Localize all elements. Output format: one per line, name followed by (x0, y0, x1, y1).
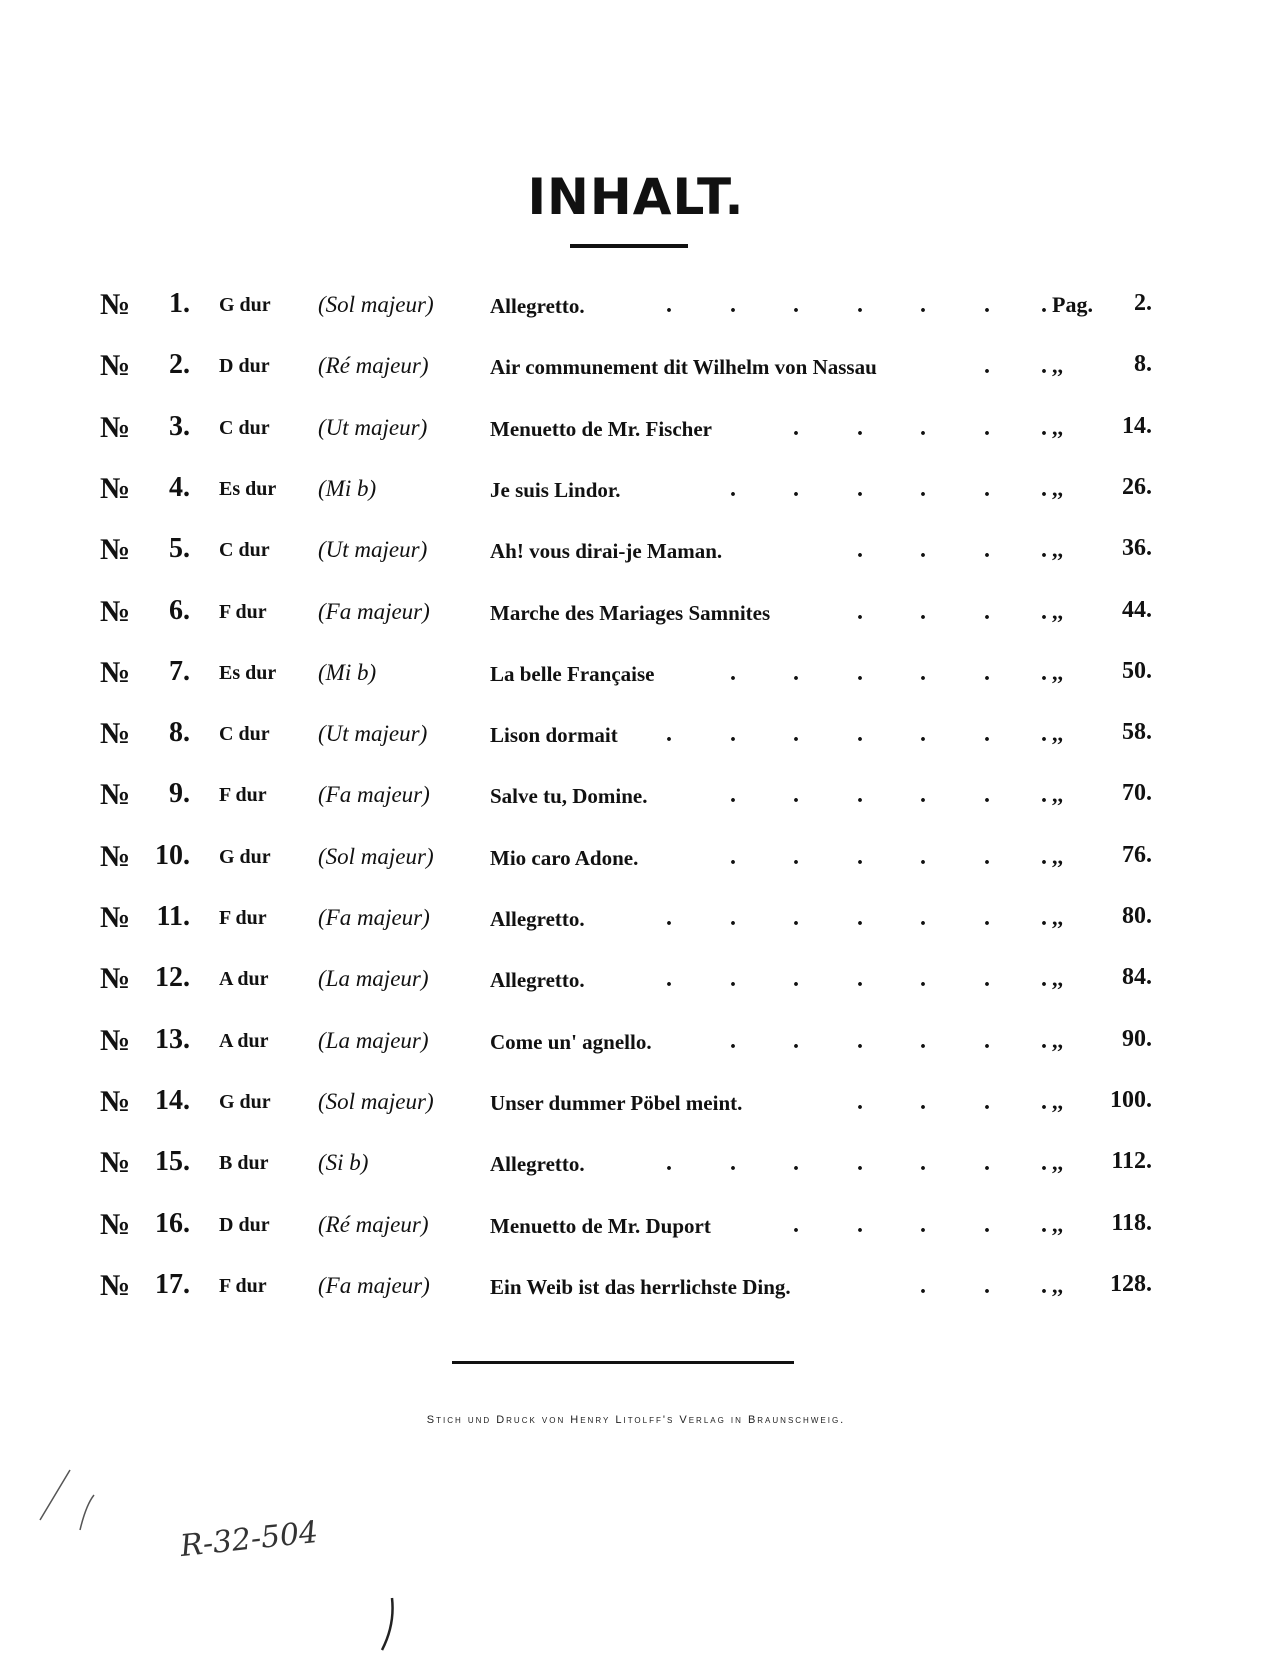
leader-dot: . (730, 292, 736, 318)
entry-key-french: (Ut majeur) (318, 415, 428, 440)
entry-key: A dur (219, 968, 269, 990)
leader-dot: . (857, 537, 863, 563)
entry-title: Salve tu, Domine. (490, 784, 648, 808)
entry-page-number: 80. (1122, 903, 1152, 929)
entry-page-number: 8. (1134, 351, 1152, 377)
entry-number: 6. (169, 595, 190, 626)
leader-dot: . (730, 660, 736, 686)
leader-dot: . (730, 844, 736, 870)
entry-key-french: (Ut majeur) (318, 537, 428, 562)
leader-dot: . (1041, 537, 1047, 563)
leader-dot: . (920, 966, 926, 992)
entry-number: 17. (155, 1269, 190, 1300)
entry-page-number: 58. (1122, 719, 1152, 745)
leader-dot: . (857, 844, 863, 870)
entry-number-symbol: № (100, 962, 131, 995)
entry-key-french: (La majeur) (318, 1028, 429, 1053)
leader-dot: . (666, 292, 672, 318)
leader-dot: . (1041, 415, 1047, 441)
entry-number: 4. (169, 472, 190, 503)
leader-dot: . (730, 721, 736, 747)
entry-number: 14. (155, 1085, 190, 1116)
leader-dot: . (857, 660, 863, 686)
leader-dot: . (984, 782, 990, 808)
entry-number: 10. (155, 840, 190, 871)
leader-dot: . (1041, 476, 1047, 502)
leader-dot: . (1041, 1150, 1047, 1176)
leader-dot: . (666, 1150, 672, 1176)
entry-number: 15. (155, 1146, 190, 1177)
entry-title: Ein Weib ist das herrlichste Ding. (490, 1275, 791, 1299)
entry-page-label: ,, (1052, 599, 1063, 624)
leader-dot: . (984, 1150, 990, 1176)
entry-page-label: ,, (1052, 415, 1063, 440)
entry-page-label: ,, (1052, 537, 1063, 562)
leader-dot: . (1041, 292, 1047, 318)
leader-dot: . (920, 292, 926, 318)
entry-page-label: ,, (1052, 1212, 1063, 1237)
leader-dot: . (984, 599, 990, 625)
leader-dot: . (793, 1028, 799, 1054)
entry-page-number: 50. (1122, 658, 1152, 684)
entry-title: Menuetto de Mr. Fischer (490, 417, 712, 441)
entry-number: 13. (155, 1024, 190, 1055)
entry-key: C dur (219, 723, 270, 745)
entry-page-number: 100. (1110, 1087, 1152, 1113)
entry-number-symbol: № (100, 778, 131, 811)
entry-key: B dur (219, 1152, 269, 1174)
entry-page-label: ,, (1052, 353, 1063, 378)
entry-title: Lison dormait (490, 723, 618, 747)
entry-page-number: 70. (1122, 780, 1152, 806)
leader-dot: . (857, 1150, 863, 1176)
entry-key: Es dur (219, 662, 277, 684)
entry-key-french: (La majeur) (318, 966, 429, 991)
leader-dot: . (666, 721, 672, 747)
entry-key-french: (Ré majeur) (318, 1212, 429, 1237)
entry-title: Menuetto de Mr. Duport (490, 1214, 711, 1238)
leader-dot: . (984, 966, 990, 992)
leader-dot: . (1041, 844, 1047, 870)
leader-dot: . (793, 905, 799, 931)
entry-number: 3. (169, 411, 190, 442)
leader-dot: . (730, 905, 736, 931)
leader-dot: . (666, 966, 672, 992)
leader-dot: . (1041, 660, 1047, 686)
leader-dot: . (793, 476, 799, 502)
entry-page-number: 90. (1122, 1026, 1152, 1052)
leader-dot: . (666, 905, 672, 931)
entry-page-label: ,, (1052, 966, 1063, 991)
entry-number-symbol: № (100, 472, 131, 505)
leader-dot: . (920, 782, 926, 808)
leader-dot: . (1041, 966, 1047, 992)
leader-dot: . (1041, 1273, 1047, 1299)
entry-number-symbol: № (100, 840, 131, 873)
leader-dot: . (1041, 1028, 1047, 1054)
entry-page-label: ,, (1052, 1273, 1063, 1298)
leader-dot: . (857, 292, 863, 318)
entry-key-french: (Sol majeur) (318, 1089, 434, 1114)
leader-dot: . (793, 721, 799, 747)
leader-dot: . (984, 537, 990, 563)
leader-dot: . (793, 415, 799, 441)
entry-number: 8. (169, 717, 190, 748)
entry-title: Allegretto. (490, 1152, 585, 1176)
entry-title: Allegretto. (490, 968, 585, 992)
entry-page-number: 14. (1122, 413, 1152, 439)
publisher-imprint: Stich und Druck von Henry Litolff's Verlag in Braunschweig. (426, 1414, 846, 1426)
leader-dot: . (793, 1212, 799, 1238)
leader-dot: . (793, 782, 799, 808)
leader-dot: . (920, 844, 926, 870)
leader-dot: . (920, 537, 926, 563)
leader-dot: . (1041, 782, 1047, 808)
entry-key-french: (Ré majeur) (318, 353, 429, 378)
entry-key: G dur (219, 1091, 271, 1113)
leader-dot: . (1041, 353, 1047, 379)
entry-title: Unser dummer Pöbel meint. (490, 1091, 743, 1115)
leader-dot: . (857, 1028, 863, 1054)
entry-number: 1. (169, 288, 190, 319)
entry-page-label: ,, (1052, 905, 1063, 930)
entry-page-label: ,, (1052, 844, 1063, 869)
entry-page-label: ,, (1052, 1089, 1063, 1114)
entry-key-french: (Fa majeur) (318, 1273, 430, 1298)
leader-dot: . (1041, 721, 1047, 747)
leader-dot: . (984, 1028, 990, 1054)
entry-page-number: 36. (1122, 535, 1152, 561)
entry-key: F dur (219, 784, 267, 806)
entry-key-french: (Sol majeur) (318, 844, 434, 869)
leader-dot: . (920, 1212, 926, 1238)
leader-dot: . (984, 905, 990, 931)
leader-dot: . (984, 721, 990, 747)
entry-key-french: (Si b) (318, 1150, 369, 1175)
entry-page-number: 84. (1122, 964, 1152, 990)
entry-title: Ah! vous dirai-je Maman. (490, 539, 723, 563)
leader-dot: . (857, 966, 863, 992)
leader-dot: . (984, 660, 990, 686)
entry-title: La belle Française (490, 662, 655, 686)
entry-key-french: (Fa majeur) (318, 782, 430, 807)
entry-key: F dur (219, 1275, 267, 1297)
leader-dot: . (920, 1150, 926, 1176)
leader-dot: . (857, 599, 863, 625)
leader-dot: . (984, 353, 990, 379)
entry-title: Marche des Mariages Samnites (490, 601, 771, 625)
leader-dot: . (793, 1150, 799, 1176)
entry-page-label: Pag. (1052, 292, 1093, 317)
leader-dot: . (730, 1028, 736, 1054)
entry-key-french: (Sol majeur) (318, 292, 434, 317)
leader-dot: . (984, 844, 990, 870)
entry-page-number: 76. (1122, 842, 1152, 868)
entry-number: 12. (155, 962, 190, 993)
leader-dot: . (984, 1273, 990, 1299)
entry-number-symbol: № (100, 595, 131, 628)
entry-page-number: 2. (1134, 290, 1152, 316)
leader-dot: . (920, 1028, 926, 1054)
leader-dot: . (984, 292, 990, 318)
entry-key: Es dur (219, 478, 277, 500)
leader-dot: . (793, 292, 799, 318)
entry-page-number: 118. (1111, 1210, 1152, 1236)
leader-dot: . (920, 660, 926, 686)
leader-dot: . (730, 1150, 736, 1176)
entry-number-symbol: № (100, 656, 131, 689)
leader-dot: . (730, 782, 736, 808)
entry-page-number: 26. (1122, 474, 1152, 500)
leader-dot: . (920, 1089, 926, 1115)
entry-title: Je suis Lindor. (490, 478, 621, 502)
entry-number: 5. (169, 533, 190, 564)
leader-dot: . (920, 905, 926, 931)
leader-dot: . (857, 476, 863, 502)
entry-number: 11. (156, 901, 190, 932)
entry-key: G dur (219, 294, 271, 316)
handwritten-shelfmark: R-32-504 (178, 1514, 320, 1565)
leader-dot: . (793, 966, 799, 992)
entry-page-number: 44. (1122, 597, 1152, 623)
entry-number-symbol: № (100, 288, 131, 321)
entry-title: Allegretto. (490, 294, 585, 318)
entry-key-french: (Fa majeur) (318, 905, 430, 930)
leader-dot: . (984, 1089, 990, 1115)
entry-title: Come un' agnello. (490, 1030, 652, 1054)
leader-dot: . (857, 721, 863, 747)
entry-number: 9. (169, 778, 190, 809)
leader-dot: . (793, 660, 799, 686)
leader-dot: . (1041, 905, 1047, 931)
leader-dot: . (920, 476, 926, 502)
leader-dot: . (1041, 599, 1047, 625)
leader-dot: . (857, 415, 863, 441)
leader-dot: . (920, 599, 926, 625)
entry-number-symbol: № (100, 411, 131, 444)
entry-key-french: (Fa majeur) (318, 599, 430, 624)
entry-number-symbol: № (100, 1024, 131, 1057)
entry-key-french: (Mi b) (318, 660, 377, 685)
entry-key: A dur (219, 1030, 269, 1052)
entry-number: 16. (155, 1208, 190, 1239)
leader-dot: . (857, 1089, 863, 1115)
entry-page-label: ,, (1052, 1028, 1063, 1053)
entry-key: C dur (219, 417, 270, 439)
entry-number-symbol: № (100, 1208, 131, 1241)
entry-page-label: ,, (1052, 782, 1063, 807)
entry-page-label: ,, (1052, 476, 1063, 501)
entry-key-french: (Ut majeur) (318, 721, 428, 746)
entry-key-french: (Mi b) (318, 476, 377, 501)
entry-key: C dur (219, 539, 270, 561)
entry-title: Mio caro Adone. (490, 846, 639, 870)
entry-key: F dur (219, 601, 267, 623)
entry-key: F dur (219, 907, 267, 929)
leader-dot: . (857, 1212, 863, 1238)
entry-key: D dur (219, 355, 270, 377)
entry-number: 7. (169, 656, 190, 687)
entry-page-number: 112. (1111, 1148, 1152, 1174)
leader-dot: . (984, 1212, 990, 1238)
entry-number-symbol: № (100, 1269, 131, 1302)
entry-number-symbol: № (100, 349, 131, 382)
entry-key: G dur (219, 846, 271, 868)
entry-number-symbol: № (100, 1085, 131, 1118)
leader-dot: . (920, 415, 926, 441)
entry-page-label: ,, (1052, 721, 1063, 746)
entry-page-label: ,, (1052, 660, 1063, 685)
entry-number-symbol: № (100, 1146, 131, 1179)
entry-page-label: ,, (1052, 1150, 1063, 1175)
page-title: INHALT. (527, 168, 745, 226)
entry-number: 2. (169, 349, 190, 380)
leader-dot: . (984, 415, 990, 441)
entry-title: Allegretto. (490, 907, 585, 931)
leader-dot: . (1041, 1212, 1047, 1238)
leader-dot: . (857, 782, 863, 808)
leader-dot: . (857, 905, 863, 931)
leader-dot: . (920, 1273, 926, 1299)
leader-dot: . (920, 721, 926, 747)
entry-title: Air communement dit Wilhelm von Nassau (490, 355, 877, 379)
leader-dot: . (984, 476, 990, 502)
entry-key: D dur (219, 1214, 270, 1236)
leader-dot: . (730, 476, 736, 502)
leader-dot: . (1041, 1089, 1047, 1115)
entry-page-number: 128. (1110, 1271, 1152, 1297)
leader-dot: . (730, 966, 736, 992)
entry-number-symbol: № (100, 717, 131, 750)
entry-number-symbol: № (100, 533, 131, 566)
leader-dot: . (793, 844, 799, 870)
entry-number-symbol: № (100, 901, 131, 934)
